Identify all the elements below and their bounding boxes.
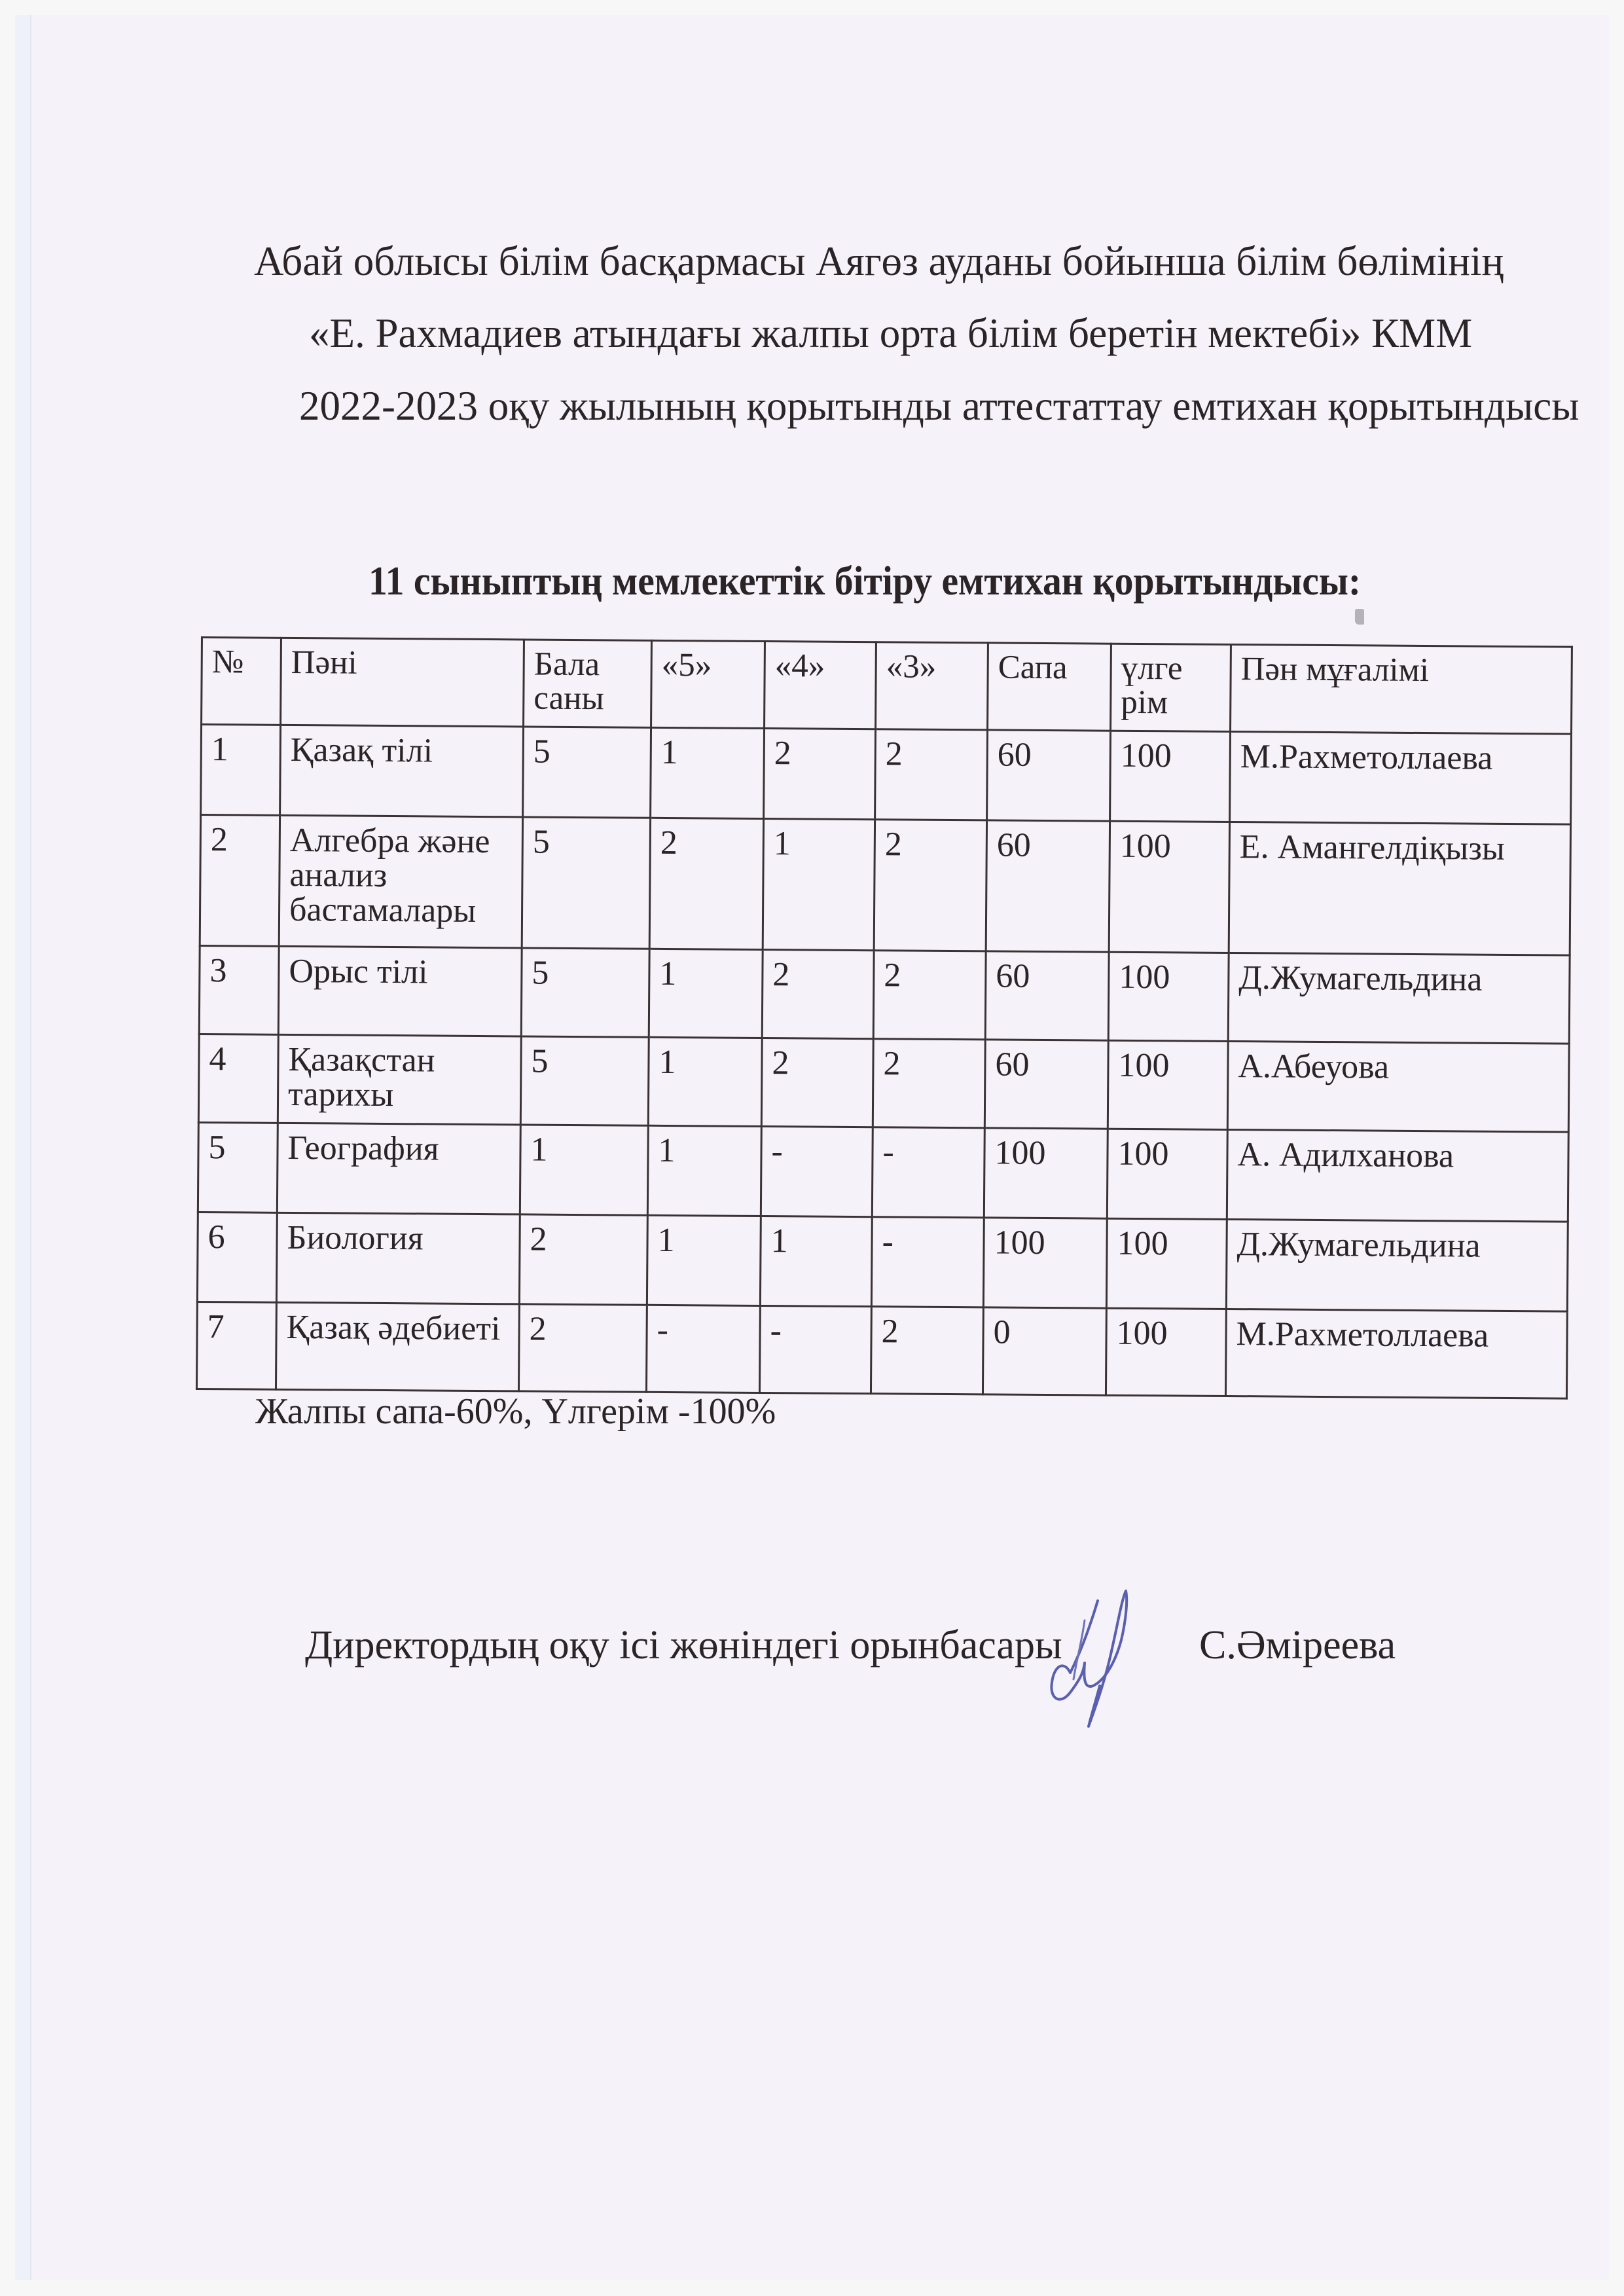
cell-students: 5 <box>522 817 650 949</box>
cell-teacher: М.Рахметоллаева <box>1225 1309 1567 1398</box>
cell-number: 2 <box>200 815 280 947</box>
ink-mark <box>1355 609 1364 625</box>
cell-number: 4 <box>198 1034 278 1123</box>
header-line-1: Абай облысы білім басқармасы Аягөз ауданы бойынша білім бөлімінің <box>254 238 1504 284</box>
cell-teacher: А.Абеуова <box>1227 1041 1569 1132</box>
cell-grade-5: 1 <box>649 949 763 1038</box>
cell-grade-3: 2 <box>873 951 986 1040</box>
cell-subject: География <box>277 1123 520 1214</box>
cell-progress: 100 <box>1107 1129 1227 1219</box>
cell-students: 5 <box>521 948 649 1037</box>
cell-teacher: А. Адилханова <box>1227 1129 1568 1222</box>
signatory-name: С.Әміреева <box>1199 1623 1396 1667</box>
cell-subject: Биология <box>276 1212 520 1304</box>
cell-number: 1 <box>201 725 281 816</box>
cell-grade-5: 1 <box>647 1215 761 1305</box>
cell-progress: 100 <box>1106 1218 1227 1309</box>
column-header-grade-5: «5» <box>651 640 765 728</box>
results-table <box>196 636 1573 1400</box>
cell-teacher: Д.Жумагельдина <box>1226 1219 1568 1311</box>
cell-subject: Қазақ тілі <box>280 725 524 817</box>
cell-progress: 100 <box>1108 1040 1228 1129</box>
cell-grade-4: 1 <box>760 1216 872 1306</box>
column-header-students: Бала саны <box>524 640 652 727</box>
cell-grade-4: - <box>761 1126 873 1216</box>
cell-students: 1 <box>520 1125 648 1215</box>
signature-stroke <box>1051 1591 1127 1726</box>
cell-students: 5 <box>523 727 651 818</box>
cell-teacher: Е. Амангелдіқызы <box>1229 822 1570 955</box>
cell-progress: 100 <box>1110 731 1231 822</box>
column-header-quality: Сапа <box>988 643 1111 731</box>
signatory-role: Директордың оқу ісі жөніндегі орынбасары <box>305 1623 1062 1667</box>
table-row <box>196 1302 1567 1398</box>
cell-subject: Қазақстан тарихы <box>278 1034 521 1125</box>
cell-number: 5 <box>198 1122 278 1212</box>
column-header-grade-4: «4» <box>765 642 876 729</box>
cell-grade-4: - <box>759 1305 871 1393</box>
cell-grade-5: 2 <box>649 818 763 949</box>
cell-number: 3 <box>199 945 279 1034</box>
cell-subject: Қазақ әдебиеті <box>276 1302 519 1391</box>
header-line-2: «Е. Рахмадиев атындағы жалпы орта білім беретін мектебі» КММ <box>309 310 1473 356</box>
cell-quality: 0 <box>983 1307 1106 1395</box>
cell-grade-3: - <box>871 1217 984 1307</box>
table-row <box>199 945 1570 1044</box>
cell-grade-5: - <box>646 1305 760 1393</box>
scan-edge <box>15 15 31 2280</box>
cell-number: 7 <box>196 1302 276 1389</box>
cell-grade-3: 2 <box>875 729 988 820</box>
cell-grade-3: - <box>872 1127 984 1218</box>
cell-progress: 100 <box>1109 821 1229 953</box>
column-header-subject: Пәні <box>281 638 524 727</box>
table-row <box>201 725 1572 825</box>
column-header-teacher: Пән мұғалімі <box>1231 644 1572 734</box>
header-line-3: 2022-2023 оқу жылының қорытынды аттестаттау емтихан қорытындысы <box>299 383 1579 429</box>
cell-progress: 100 <box>1108 952 1229 1041</box>
column-header-number: № <box>202 638 281 725</box>
column-header-grade-3: «3» <box>876 642 988 730</box>
cell-grade-4: 2 <box>762 950 874 1039</box>
handwritten-signature <box>1044 1581 1149 1732</box>
cell-students: 5 <box>520 1036 649 1125</box>
cell-progress: 100 <box>1106 1308 1226 1396</box>
cell-grade-5: 1 <box>647 1125 761 1216</box>
table-row <box>198 1034 1569 1132</box>
table-header-row <box>202 638 1572 735</box>
cell-students: 2 <box>519 1214 647 1305</box>
cell-quality: 60 <box>987 730 1111 821</box>
cell-grade-3: 2 <box>874 820 986 951</box>
cell-grade-5: 1 <box>651 727 765 818</box>
cell-quality: 60 <box>985 951 1109 1040</box>
cell-grade-3: 2 <box>873 1039 985 1128</box>
cell-grade-4: 1 <box>763 819 875 951</box>
cell-grade-3: 2 <box>871 1307 983 1394</box>
table-row <box>198 1122 1568 1222</box>
cell-quality: 60 <box>986 820 1110 952</box>
table-row <box>200 815 1570 956</box>
table-title: 11 сыныптың мемлекеттік бітіру емтихан қорытындысы: <box>369 559 1362 604</box>
column-header-progress: үлге рім <box>1111 644 1231 731</box>
cell-quality: 100 <box>984 1128 1108 1218</box>
summary-text: Жалпы сапа-60%, Үлгерім -100% <box>255 1391 776 1432</box>
cell-teacher: Д.Жумагельдина <box>1228 953 1570 1044</box>
cell-teacher: М.Рахметоллаева <box>1230 731 1572 824</box>
cell-subject: Орыс тілі <box>278 946 522 1036</box>
cell-students: 2 <box>518 1304 647 1392</box>
cell-grade-4: 2 <box>761 1038 873 1127</box>
cell-subject: Алгебра және анализ бастамалары <box>279 815 522 948</box>
cell-number: 6 <box>197 1212 277 1302</box>
cell-quality: 60 <box>984 1040 1108 1129</box>
cell-quality: 100 <box>983 1218 1107 1308</box>
table-row <box>197 1212 1568 1311</box>
cell-grade-5: 1 <box>648 1037 762 1126</box>
cell-grade-4: 2 <box>764 729 876 820</box>
